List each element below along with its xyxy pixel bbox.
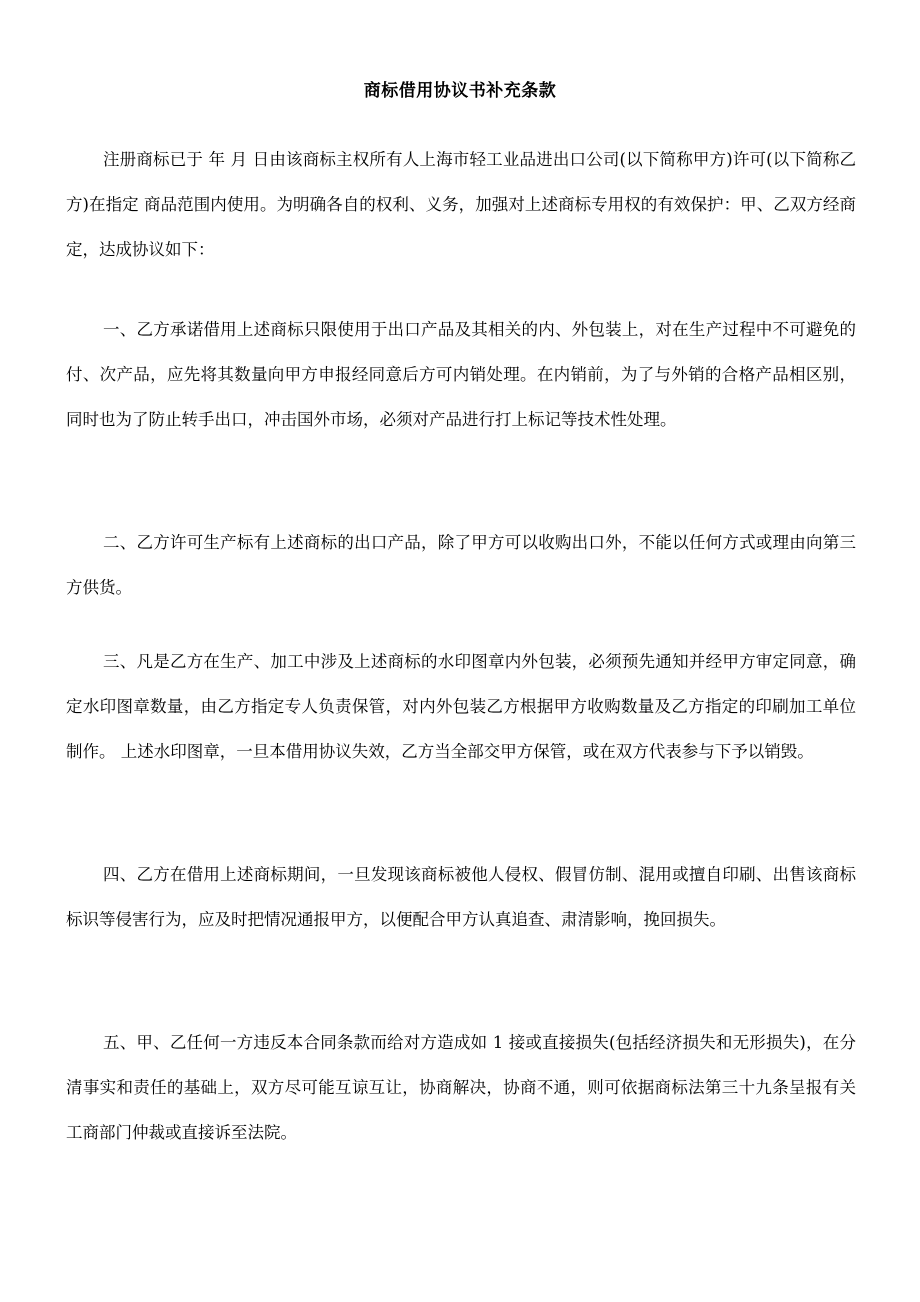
clause-5-paragraph: 五、甲、乙任何一方违反本合同条款而给对方造成如 1 接或直接损失(包括经济损失和无形损失)，在分清事实和责任的基础上，双方尽可能互谅互让，协商解决，协商不通，则可依据商标法第三十九条呈报有关工商部门仲裁或直接诉至法院。 [66, 1033, 856, 1142]
intro-paragraph: 注册商标已于 年 月 日由该商标主权所有人上海市轻工业品进出口公司(以下简称甲方)许可(以下简称乙方)在指定 商品范围内使用。为明确各自的权利、义务，加强对上述商标专用权的有效保护：甲、乙双方经商定，达成协议如下： [66, 150, 856, 259]
clause-2-paragraph: 二、乙方许可生产标有上述商标的出口产品，除了甲方可以收购出口外，不能以任何方式或理由向第三方供货。 [66, 533, 856, 597]
clause-4-paragraph: 四、乙方在借用上述商标期间，一旦发现该商标被他人侵权、假冒仿制、混用或擅自印刷、出售该商标标识等侵害行为，应及时把情况通报甲方，以便配合甲方认真追查、肃清影响，挽回损失。 [66, 865, 856, 929]
document-title: 商标借用协议书补充条款 [363, 81, 557, 101]
clause-3-paragraph: 三、凡是乙方在生产、加工中涉及上述商标的水印图章内外包装，必须预先通知并经甲方审定同意，确定水印图章数量，由乙方指定专人负责保管，对内外包装乙方根据甲方收购数量及乙方指定的印刷加工单位制作。 上述水印图章，一旦本借用协议失效，乙方当全部交甲方保管，或在双方代表参与下予以销毁。 [66, 652, 856, 761]
clause-1-paragraph: 一、乙方承诺借用上述商标只限使用于出口产品及其相关的内、外包装上，对在生产过程中不可避免的付、次产品，应先将其数量向甲方申报经同意后方可内销处理。在内销前，为了与外销的合格产品相区别，同时也为了防止转手出口，冲击国外市场，必须对产品进行打上标记等技术性处理。 [66, 320, 856, 429]
